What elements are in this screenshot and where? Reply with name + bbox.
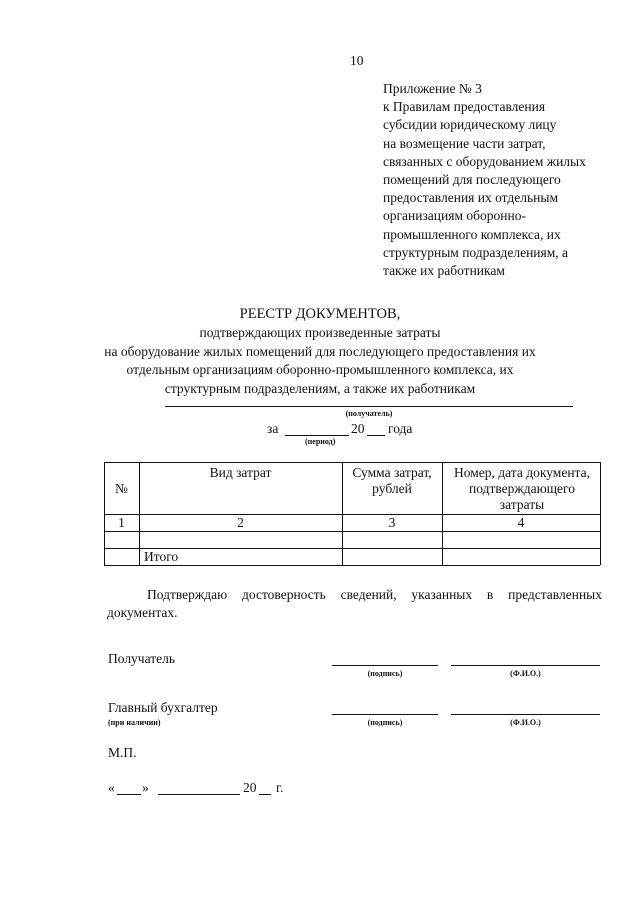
appendix-line: структурным подразделениям, а	[383, 244, 569, 260]
header-sum: Сумма затрат, рублей	[352, 465, 432, 496]
date-day-underline	[117, 794, 141, 795]
registry-title: РЕЕСТР ДОКУМЕНТОВ,	[239, 306, 401, 322]
appendix-line: Приложение № 3	[383, 81, 482, 96]
colnum-4: 4	[517, 515, 525, 530]
header-doc: Номер, дата документа, подтверждающего затраты	[454, 465, 590, 512]
chief-name-line	[451, 714, 600, 715]
subtitle-line: отдельным организациям оборонно-промышленного комплекса, их	[126, 362, 514, 377]
header-num: №	[115, 481, 128, 496]
appendix-line: также их работникам	[383, 263, 505, 279]
appendix-line: субсидии юридическому лицу	[383, 117, 557, 133]
recipient-sign-caption: (подпись)	[367, 669, 403, 678]
date-close-quote: »	[142, 780, 149, 795]
appendix-line: на возмещение части затрат,	[383, 135, 546, 151]
stamp-label: М.П.	[108, 745, 137, 760]
recipient-sign-line	[332, 665, 438, 666]
recipient-underline	[165, 406, 573, 407]
chief-label: Главный бухгалтер	[108, 700, 218, 715]
colnum-2: 2	[237, 515, 244, 530]
chief-sign-caption: (подпись)	[367, 718, 403, 727]
appendix-line: организациям оборонно-	[383, 208, 526, 224]
appendix-line: связанных с оборудованием жилых	[383, 153, 586, 169]
period-underline	[285, 435, 349, 436]
total-label: Итого	[144, 549, 179, 564]
appendix-line: помещений для последующего	[383, 172, 561, 188]
recipient-name-line	[451, 665, 600, 666]
date-open-quote: «	[108, 780, 115, 795]
registry-subtitle	[60, 324, 580, 398]
date-suffix: г.	[276, 780, 284, 795]
subtitle-line: подтверждающих произведенные затраты	[199, 325, 441, 340]
colnum-3: 3	[388, 515, 396, 530]
chief-name-caption: (Ф.И.О.)	[510, 718, 541, 727]
appendix-line: к Правилам предоставления	[383, 99, 546, 115]
subtitle-line: на оборудование жилых помещений для последующего предоставления их	[104, 343, 536, 359]
confirm-text: Подтверждаю достоверность сведений, указанных в представленных документах.	[107, 587, 602, 620]
period-prefix: за	[267, 421, 279, 436]
recipient-label: Получатель	[108, 651, 176, 666]
period-year-underline	[367, 435, 385, 436]
appendix-block	[383, 80, 586, 280]
header-type: Вид затрат	[209, 465, 272, 480]
chief-note: (при наличии)	[108, 718, 161, 727]
appendix-line: промышленного комплекса, их	[383, 226, 561, 242]
period-caption: (период)	[305, 437, 336, 446]
appendix-line: предоставления их отдельным	[383, 190, 558, 206]
chief-sign-line	[332, 714, 438, 715]
recipient-name-caption: (Ф.И.О.)	[510, 669, 541, 678]
period-suffix: года	[388, 421, 413, 436]
page-number: 10	[350, 53, 364, 68]
date-year-underline	[259, 794, 271, 795]
period-year-prefix: 20	[351, 421, 365, 436]
subtitle-line: структурным подразделениям, а также их работникам	[164, 380, 476, 396]
date-year-prefix: 20	[243, 780, 257, 795]
date-month-underline	[158, 794, 240, 795]
colnum-1: 1	[118, 515, 125, 530]
recipient-caption: (получатель)	[345, 409, 393, 418]
